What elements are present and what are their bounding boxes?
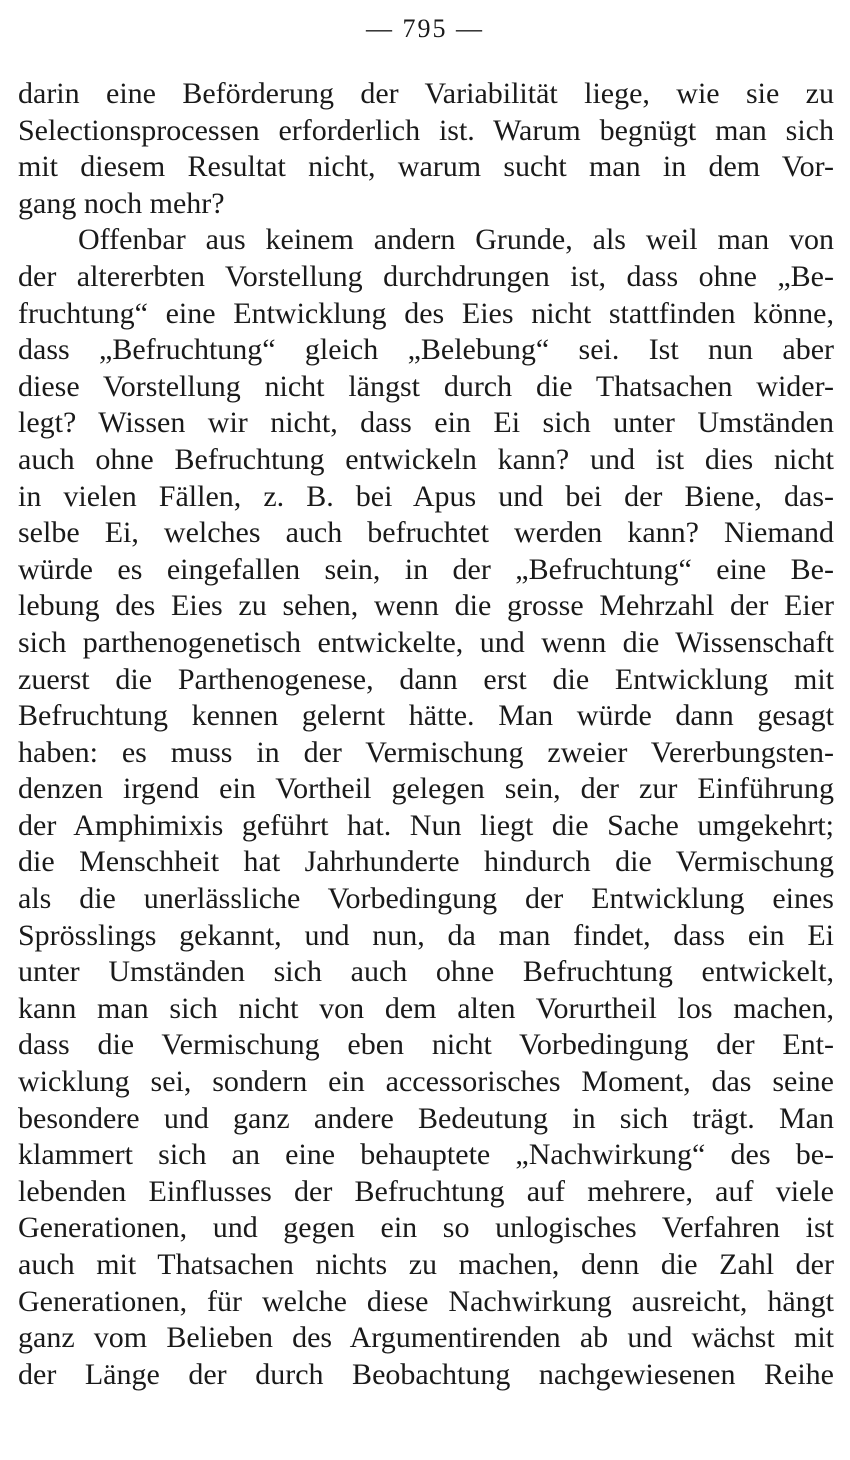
text-line: der Amphimixis geführt hat. Nun liegt die Sache umgekehrt; xyxy=(18,808,834,842)
text-line: Generationen, und gegen ein so unlogisches Verfahren ist xyxy=(18,1211,834,1245)
text-line: wicklung sei, sondern ein accessorisches Moment, das seine xyxy=(18,1065,834,1099)
text-line: in vielen Fällen, z. B. bei Apus und bei der Biene, das- xyxy=(18,479,834,513)
text-line: ganz vom Belieben des Argumentirenden ab und wächst mit xyxy=(18,1321,834,1355)
text-line: Generationen, für welche diese Nachwirkung ausreicht, hängt xyxy=(18,1284,834,1318)
text-line: legt? Wissen wir nicht, dass ein Ei sich unter Umständen xyxy=(18,406,834,440)
text-line: Befruchtung kennen gelernt hätte. Man würde dann gesagt xyxy=(18,699,834,733)
text-line: der altererbten Vorstellung durchdrungen ist, dass ohne „Be- xyxy=(18,259,834,293)
text-line: lebung des Eies zu sehen, wenn die grosse Mehrzahl der Eier xyxy=(18,589,834,623)
text-line: Sprösslings gekannt, und nun, da man findet, dass ein Ei xyxy=(18,918,834,952)
text-line: sich parthenogenetisch entwickelte, und wenn die Wissenschaft xyxy=(18,625,834,659)
text-line: fruchtung“ eine Entwicklung des Eies nicht stattfinden könne, xyxy=(18,296,834,330)
text-line xyxy=(18,1393,834,1430)
text-line: klammert sich an eine behauptete „Nachwirkung“ des be- xyxy=(18,1138,834,1172)
text-line: dass „Befruchtung“ gleich „Belebung“ sei. Ist nun aber xyxy=(18,333,834,367)
text-line: lebenden Einflusses der Befruchtung auf mehrere, auf viele xyxy=(18,1174,834,1208)
text-line: besondere und ganz andere Bedeutung in sich trägt. Man xyxy=(18,1101,834,1135)
page-number: — 795 — xyxy=(366,14,484,43)
text-line: auch mit Thatsachen nichts zu machen, denn die Zahl der xyxy=(18,1248,834,1281)
text-line: diese Vorstellung nicht längst durch die Thatsachen wider- xyxy=(18,369,834,403)
text-line: haben: es muss in der Vermischung zweier Vererbungsten- xyxy=(18,735,834,769)
text-line: darin eine Beförderung der Variabilität liege, wie sie zu xyxy=(18,77,834,110)
text-line: der Länge der durch Beobachtung nachgewiesenen Reihe xyxy=(18,1357,834,1391)
text-line: denzen irgend ein Vortheil gelegen sein, der zur Einführung xyxy=(18,772,834,806)
body-text xyxy=(18,76,834,1430)
text-line: würde es eingefallen sein, in der „Befruchtung“ eine Be- xyxy=(18,552,834,586)
text-line: kann man sich nicht von dem alten Vorurtheil los machen, xyxy=(18,991,834,1025)
text-line: die Menschheit hat Jahrhunderte hindurch die Vermischung xyxy=(18,845,834,879)
text-line: selbe Ei, welches auch befruchtet werden kann? Niemand xyxy=(18,516,834,550)
text-line: zuerst die Parthenogenese, dann erst die Entwicklung mit xyxy=(18,662,834,696)
text-line: mit diesem Resultat nicht, warum sucht man in dem Vor- xyxy=(18,150,834,184)
text-line: als die unerlässliche Vorbedingung der Entwicklung eines xyxy=(18,882,834,916)
text-line: unter Umständen sich auch ohne Befruchtung entwickelt, xyxy=(18,955,834,989)
text-line: gang noch mehr? xyxy=(18,186,225,220)
text-line: dass die Vermischung eben nicht Vorbedingung der Ent- xyxy=(18,1028,834,1062)
text-line: Selectionsprocessen erforderlich ist. Warum begnügt man sich xyxy=(18,113,834,147)
text-line: auch ohne Befruchtung entwickeln kann? und ist dies nicht xyxy=(18,442,834,476)
text-line: Offenbar aus keinem andern Grunde, als weil man von xyxy=(78,223,834,257)
